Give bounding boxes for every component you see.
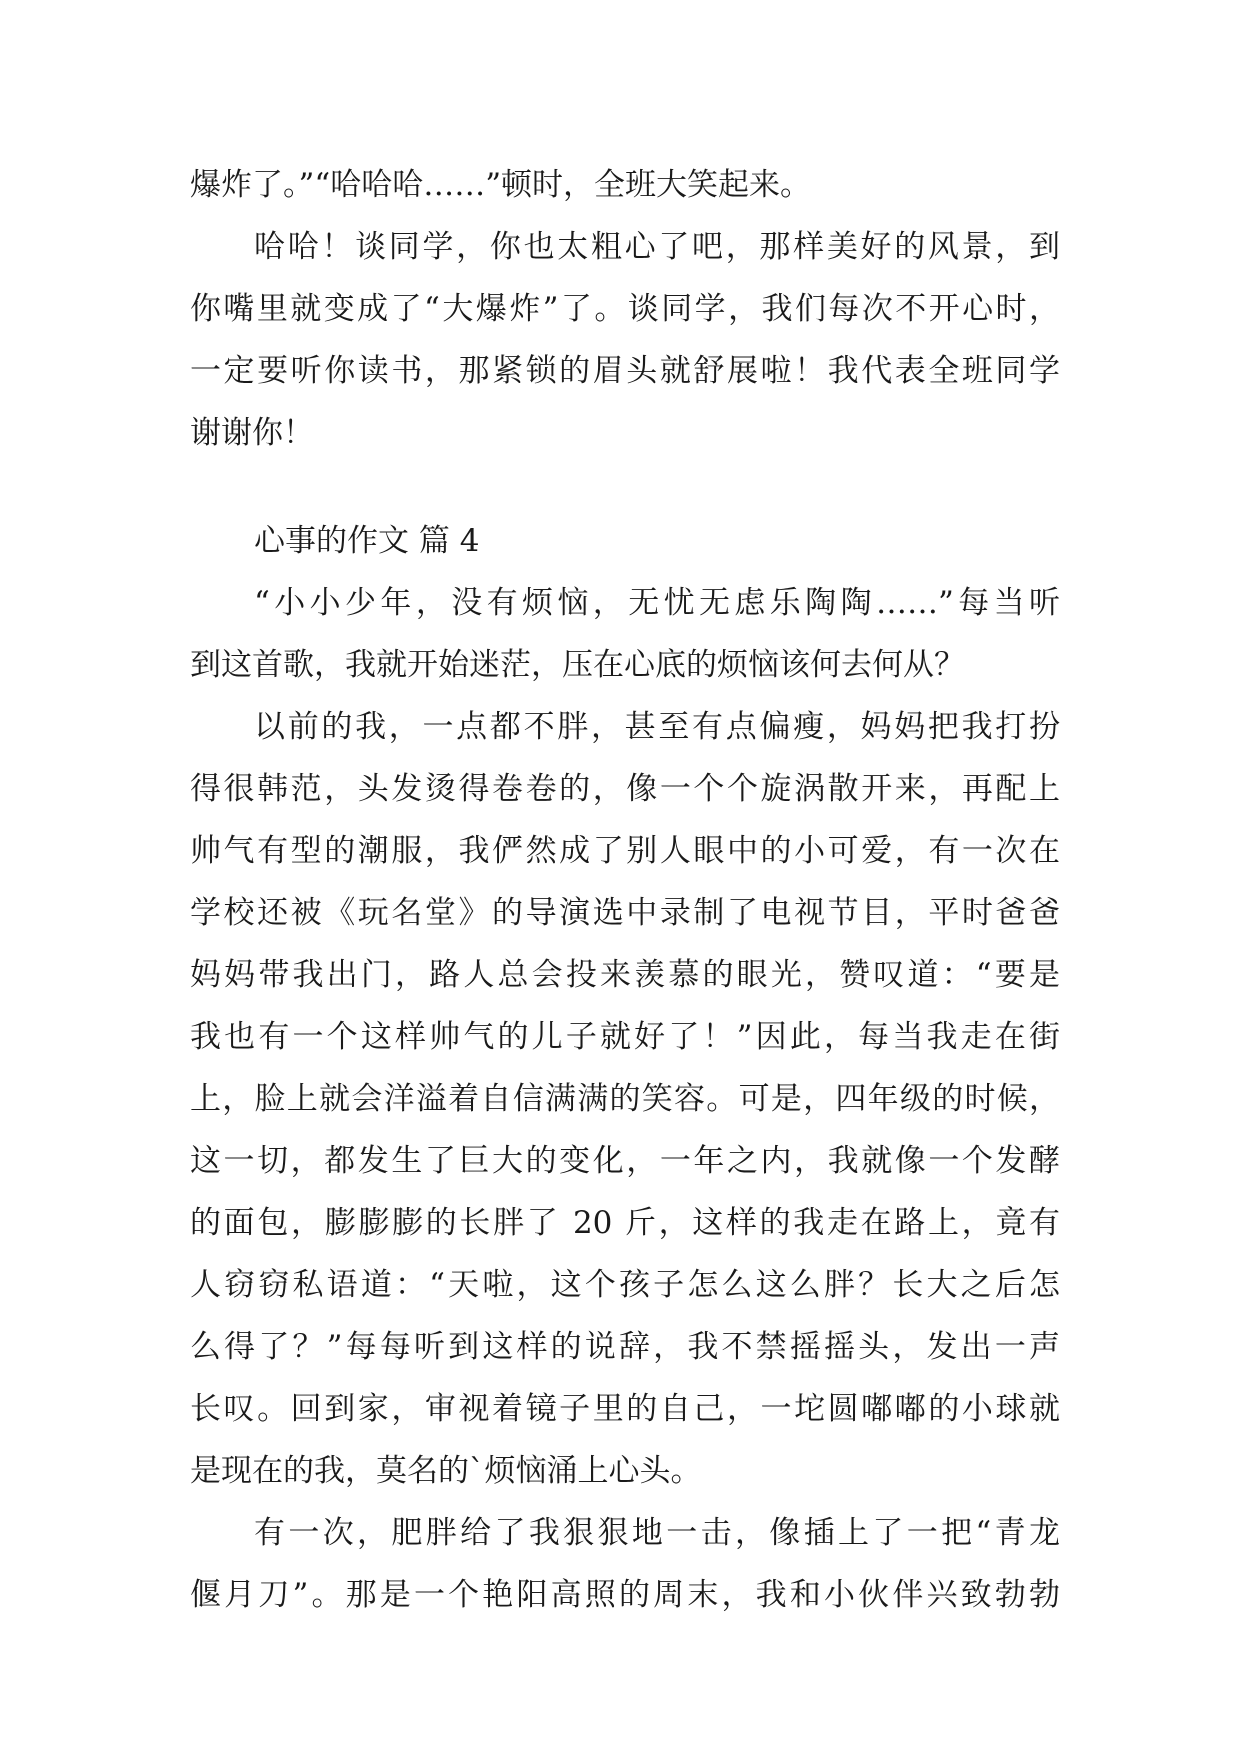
paragraph-line: 你嘴里就变成了“大爆炸”了。谈同学，我们每次不开心时， — [190, 291, 1060, 327]
paragraph-line: 学校还被《玩名堂》的导演选中录制了电视节目，平时爸爸 — [190, 895, 1060, 931]
paragraph-line: 长叹。回到家，审视着镜子里的自己，一坨圆嘟嘟的小球就 — [190, 1391, 1060, 1427]
paragraph-line: 爆炸了。”“哈哈哈……”顿时，全班大笑起来。 — [190, 167, 812, 203]
paragraph-line: 的面包，膨膨膨的长胖了 20 斤，这样的我走在路上，竟有 — [190, 1205, 1060, 1241]
section-title: 心事的作文 篇 4 — [254, 523, 480, 559]
paragraph-line: 谢谢你！ — [190, 415, 314, 451]
paragraph-line: 人窃窃私语道：“天啦，这个孩子怎么这么胖？长大之后怎 — [190, 1267, 1060, 1303]
paragraph-line: 一定要听你读书，那紧锁的眉头就舒展啦！我代表全班同学 — [190, 353, 1060, 389]
paragraph-line: 是现在的我，莫名的`烦恼涌上心头。 — [190, 1453, 702, 1489]
paragraph-line: 得很韩范，头发烫得卷卷的，像一个个旋涡散开来，再配上 — [190, 771, 1060, 807]
paragraph-line: 偃月刀”。那是一个艳阳高照的周末，我和小伙伴兴致勃勃 — [190, 1577, 1060, 1613]
paragraph-line: 有一次，肥胖给了我狠狠地一击，像插上了一把“青龙 — [254, 1515, 1060, 1551]
paragraph-line: 帅气有型的潮服，我俨然成了别人眼中的小可爱，有一次在 — [190, 833, 1060, 869]
paragraph-line: 到这首歌，我就开始迷茫，压在心底的烦恼该何去何从？ — [190, 647, 965, 683]
paragraph-line: 妈妈带我出门，路人总会投来羡慕的眼光，赞叹道：“要是 — [190, 957, 1060, 993]
paragraph-line: 哈哈！谈同学，你也太粗心了吧，那样美好的风景，到 — [254, 229, 1060, 265]
paragraph-line: 么得了？”每每听到这样的说辞，我不禁摇摇头，发出一声 — [190, 1329, 1060, 1365]
paragraph-line: 以前的我，一点都不胖，甚至有点偏瘦，妈妈把我打扮 — [254, 709, 1060, 745]
paragraph-line: 上，脸上就会洋溢着自信满满的笑容。可是，四年级的时候， — [190, 1081, 1060, 1117]
paragraph-line: “小小少年，没有烦恼，无忧无虑乐陶陶……”每当听 — [254, 585, 1060, 621]
paragraph-line: 这一切，都发生了巨大的变化，一年之内，我就像一个发酵 — [190, 1143, 1060, 1179]
paragraph-line: 我也有一个这样帅气的儿子就好了！”因此，每当我走在街 — [190, 1019, 1060, 1055]
